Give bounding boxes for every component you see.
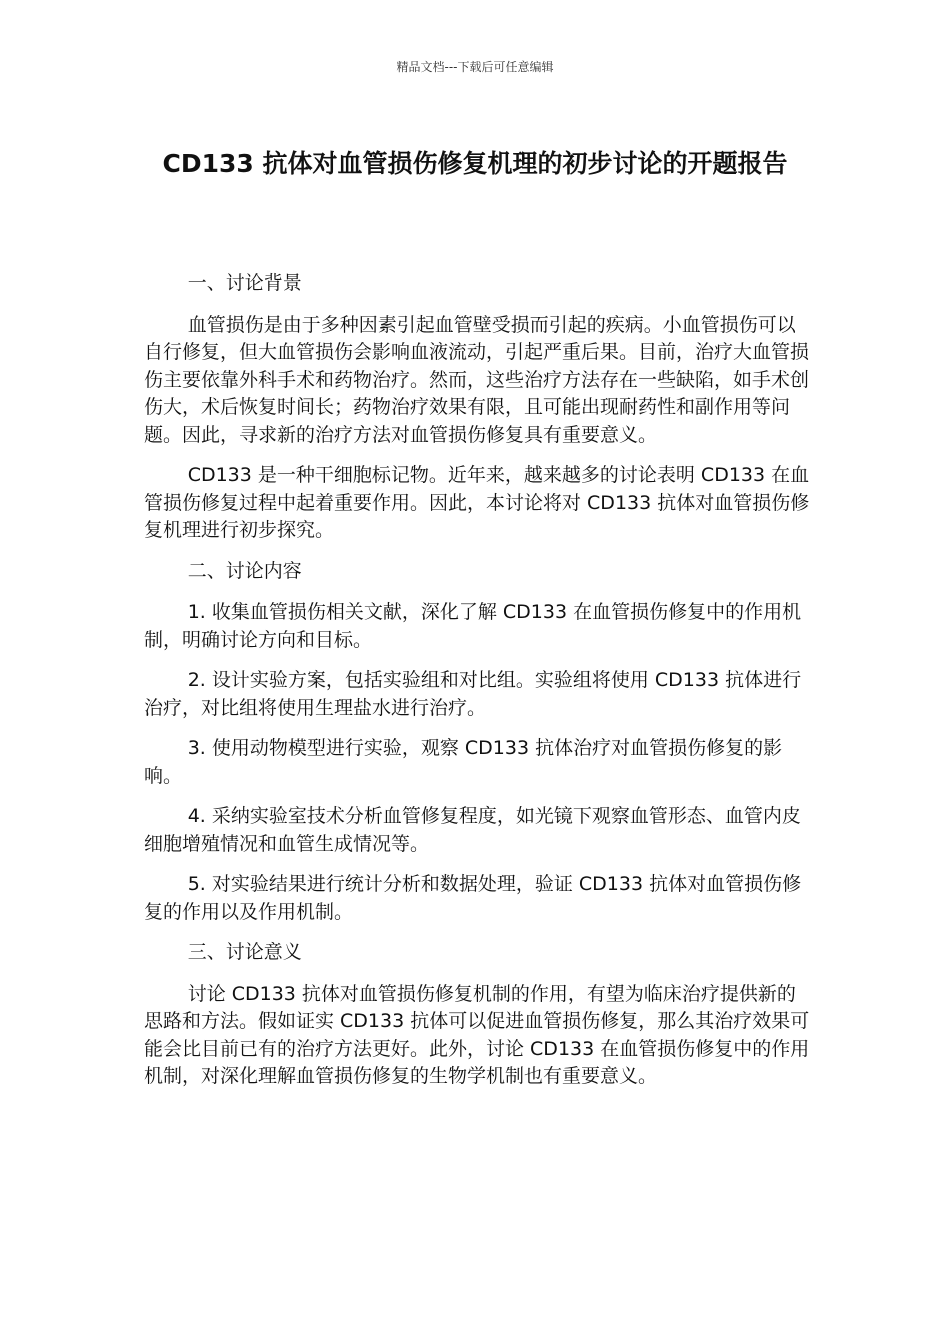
list-item: 2. 设计实验方案，包括实验组和对比组。实验组将使用 CD133 抗体进行治疗，对比组将使用生理盐水进行治疗。 <box>144 669 802 719</box>
section-heading-background: 一、讨论背景 <box>187 272 302 294</box>
document-title: CD133 抗体对血管损伤修复机理的初步讨论的开题报告 <box>162 149 788 178</box>
paragraph: CD133 是一种干细胞标记物。近年来，越来越多的讨论表明 CD133 在血管损伤修复过程中起着重要作用。因此，本讨论将对 CD133 抗体对血管损伤修复机理进行初步探究。 <box>144 464 810 541</box>
list-item: 4. 采纳实验室技术分析血管修复程度，如光镜下观察血管形态、血管内皮细胞增殖情况和血管生成情况等。 <box>144 805 801 855</box>
section-heading-significance: 三、讨论意义 <box>187 941 302 963</box>
list-item: 5. 对实验结果进行统计分析和数据处理，验证 CD133 抗体对血管损伤修复的作用以及作用机制。 <box>144 873 802 923</box>
paragraph: 血管损伤是由于多种因素引起血管壁受损而引起的疾病。小血管损伤可以自行修复，但大血管损伤会影响血液流动，引起严重后果。目前，治疗大血管损伤主要依靠外科手术和药物治疗。然而，这些治疗方法存在一些缺陷，如手术创伤大，术后恢复时间长；药物治疗效果有限，且可能出现耐药性和副作用等问题。因此，寻求新的治疗方法对血管损伤修复具有重要意义。 <box>144 313 810 446</box>
document-body <box>144 270 810 1104</box>
header-note: 精品文档---下载后可任意编辑 <box>396 60 554 74</box>
list-item: 3. 使用动物模型进行实验，观察 CD133 抗体治疗对血管损伤修复的影响。 <box>144 737 783 787</box>
section-heading-content: 二、讨论内容 <box>187 559 302 582</box>
list-item: 1. 收集血管损伤相关文献，深化了解 CD133 在血管损伤修复中的作用机制，明确讨论方向和目标。 <box>144 601 802 651</box>
paragraph: 讨论 CD133 抗体对血管损伤修复机制的作用，有望为临床治疗提供新的思路和方法。假如证实 CD133 抗体可以促进血管损伤修复，那么其治疗效果可能会比目前已有的治疗方法更好。此外，讨论 CD133 在血管损伤修复中的作用机制，对深化理解血管损伤修复的生物学机制也有重要意义。 <box>144 982 810 1087</box>
